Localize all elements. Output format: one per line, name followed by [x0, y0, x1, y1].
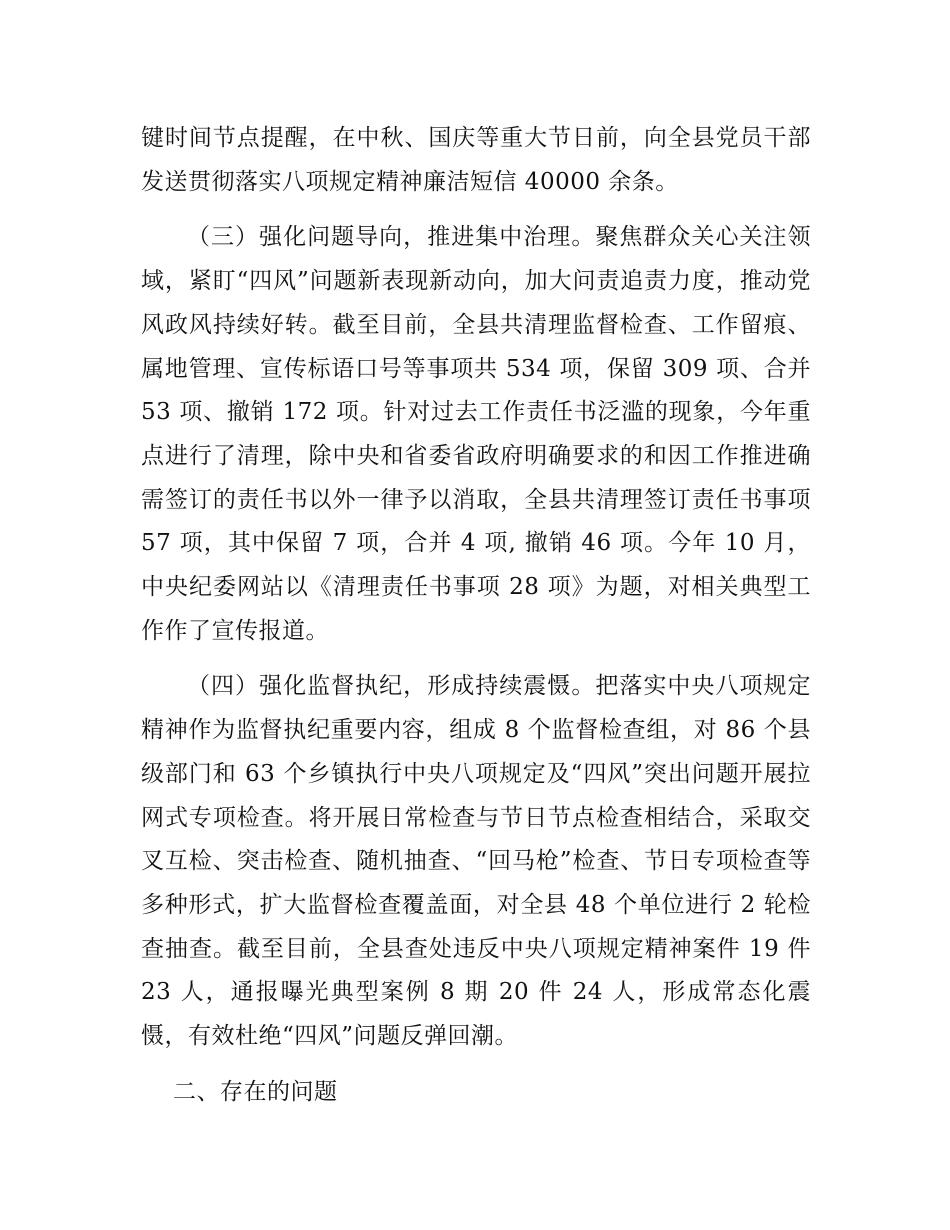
section-heading-existing-problems: 二、存在的问题 [173, 1078, 338, 1105]
document-body [141, 117, 811, 1126]
paragraph-supervision-discipline: （四）强化监督执纪，形成持续震慑。把落实中央八项规定精神作为监督执纪重要内容，组成 8 个监督检查组，对 86 个县级部门和 63 个乡镇执行中央八项规定及“四风”突出问题开展拉网式专项检查。将开展日常检查与节日节点检查相结合，采取交叉互检、突击检查、随机抽查、“回马枪”检查、节日专项检查等多种形式，扩大监督检查覆盖面，对全县 48 个单位进行 2 轮检查抽查。截至目前，全县查处违反中央八项规定精神案件 19 件 23 人，通报曝光典型案例 8 期 20 件 24 人，形成常态化震慑，有效杜绝“四风”问题反弹回潮。 [141, 673, 811, 1050]
paragraph-sms-reminder: 键时间节点提醒，在中秋、国庆等重大节日前，向全县党员干部发送贯彻落实八项规定精神廉洁短信 40000 余条。 [141, 125, 811, 195]
paragraph-problem-oriented-governance: （三）强化问题导向，推进集中治理。聚焦群众关心关注领域，紧盯“四风”问题新表现新动向，加大问责追责力度，推动党风政风持续好转。截至目前，全县共清理监督检查、工作留痕、属地管理、宣传标语口号等事项共 534 项，保留 309 项、合并 53 项、撤销 172 项。针对过去工作责任书泛滥的现象，今年重点进行了清理，除中央和省委省政府明确要求的和因工作推进确需签订的责任书以外一律予以消取，全县共清理签订责任书事项 57 项，其中保留 7 项，合并 4 项, 撤销 46 项。今年 10 月，中央纪委网站以《清理责任书事项 28 项》为题，对相关典型工作作了宣传报道。 [141, 224, 811, 644]
